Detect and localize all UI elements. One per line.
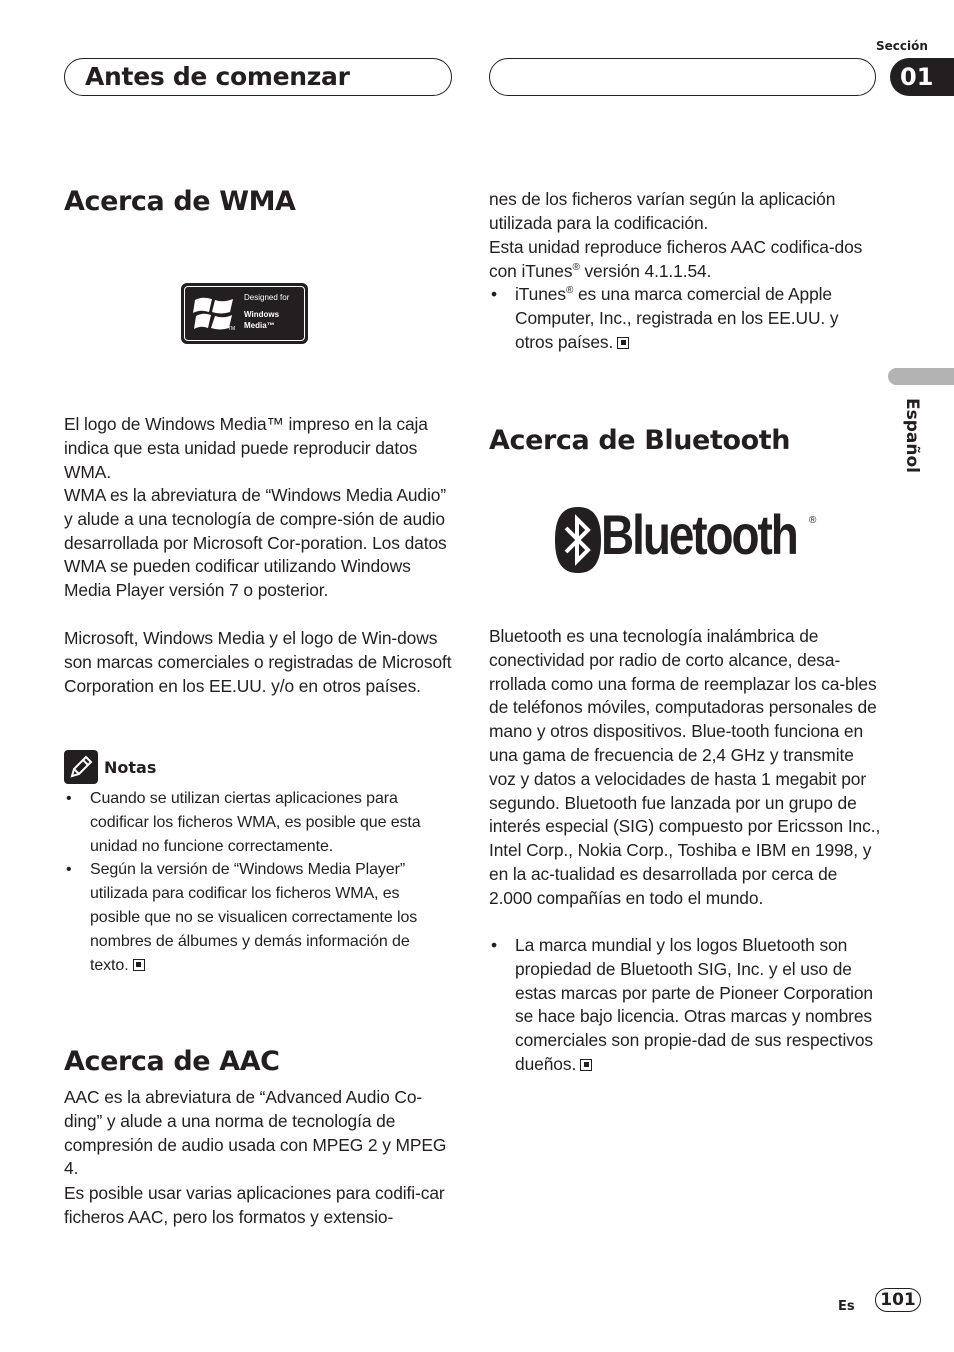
logo-windows: Windows xyxy=(244,310,280,319)
bluetooth-registered-mark: ® xyxy=(809,515,817,526)
wma-paragraph-3: Microsoft, Windows Media y el logo de Win-dows son marcas comerciales o registradas de Microsoft Corporation en los EE.UU. y/o en otros países. xyxy=(64,628,452,696)
list-item: • La marca mundial y los logos Bluetooth son propiedad de Bluetooth SIG, Inc. y el uso de estas marcas por parte de Pioneer Corporation se hace bajo licencia. Otras marcas y nombres comerciales son propie-dad de sus respectivos dueños. xyxy=(489,934,877,1077)
logo-designed-for: Designed for xyxy=(244,293,290,302)
list-item: • iTunes® es una marca comercial de Apple Computer, Inc., registrada en los EE.UU. y otros países. xyxy=(489,283,873,354)
aac-itunes-paragraph: Esta unidad reproduce ficheros AAC codifica-dos con iTunes® versión 4.1.1.54. xyxy=(489,237,863,281)
wma-paragraph-2: WMA es la abreviatura de “Windows Media Audio” y alude a una tecnología de compre-sión de audio desarrollada por Microsoft Cor-poration. Los datos WMA se pueden codificar utilizando Windows Media Player versión 7 o posterior. xyxy=(64,485,447,601)
language-label: Español xyxy=(902,398,922,473)
wma-notes-list xyxy=(64,787,452,977)
page-number: 101 xyxy=(875,1288,921,1312)
bluetooth-wordmark: Bluetooth xyxy=(601,503,797,566)
notes-title: Notas xyxy=(104,757,157,777)
section-number: 01 xyxy=(890,58,954,96)
aac-paragraph-2: Es posible usar varias aplicaciones para codifi-car ficheros AAC, pero los formatos y extensio- xyxy=(64,1183,445,1227)
aac-paragraph-1: AAC es la abreviatura de “Advanced Audio Co-ding” y alude a una norma de tecnología de compresión de audio usada con MPEG 2 y MPEG 4. xyxy=(64,1087,447,1179)
wma-paragraph-1: El logo de Windows Media™ impreso en la caja indica que esta unidad puede reproducir datos WMA. xyxy=(64,414,428,482)
footer-language: Es xyxy=(838,1299,855,1314)
bluetooth-bullet-list xyxy=(489,934,877,1077)
aac-heading: Acerca de AAC xyxy=(64,1046,280,1077)
notes-header xyxy=(64,750,156,784)
language-tab xyxy=(888,368,954,385)
bluetooth-rune-icon xyxy=(554,506,602,574)
header-blank-pill xyxy=(489,58,876,96)
bluetooth-paragraph: Bluetooth es una tecnología inalámbrica de conectividad por radio de corto alcance, desa-rrollada como una forma de reemplazar los ca-bles de teléfonos móviles, computadoras personales de mano y otros dispositivos. Blue-tooth funciona en una gama de frecuencia de 2,4 GHz y transmite voz y datos a velocidades de hasta 1 megabit por segundo. Bluetooth fue lanzada por un grupo de interés especial (SIG) compuesto por Ericsson Inc., Intel Corp., Nokia Corp., Toshiba e IBM en 1998, y en la ac-tualidad es desarrollada por cerca de 2.000 compañías en todo el mundo. xyxy=(489,626,881,908)
section-title-pill xyxy=(64,58,452,96)
list-item: • Según la versión de “Windows Media Player” utilizada para codificar los ficheros WMA, es posible que no se visualicen correctamente los nombres de álbumes y demás información de texto. xyxy=(64,858,452,977)
logo-media: Media™ xyxy=(244,321,275,330)
logo-tm: TM xyxy=(228,326,236,332)
section-label: Sección xyxy=(876,39,928,53)
aac-paragraph-continued: nes de los ficheros varían según la aplicación utilizada para la codificación. xyxy=(489,189,836,233)
list-item: • Cuando se utilizan ciertas aplicaciones para codificar los ficheros WMA, es posible que esta unidad no funcione correctamente. xyxy=(64,787,452,858)
pencil-note-icon xyxy=(64,750,98,784)
section-title: Antes de comenzar xyxy=(85,62,350,91)
windows-media-logo xyxy=(181,283,308,344)
aac-bullet-list xyxy=(489,283,873,354)
end-mark-icon xyxy=(580,1059,592,1071)
end-mark-icon xyxy=(617,337,629,349)
bluetooth-heading: Acerca de Bluetooth xyxy=(489,425,791,456)
end-mark-icon xyxy=(133,959,145,971)
wma-heading: Acerca de WMA xyxy=(64,186,296,217)
